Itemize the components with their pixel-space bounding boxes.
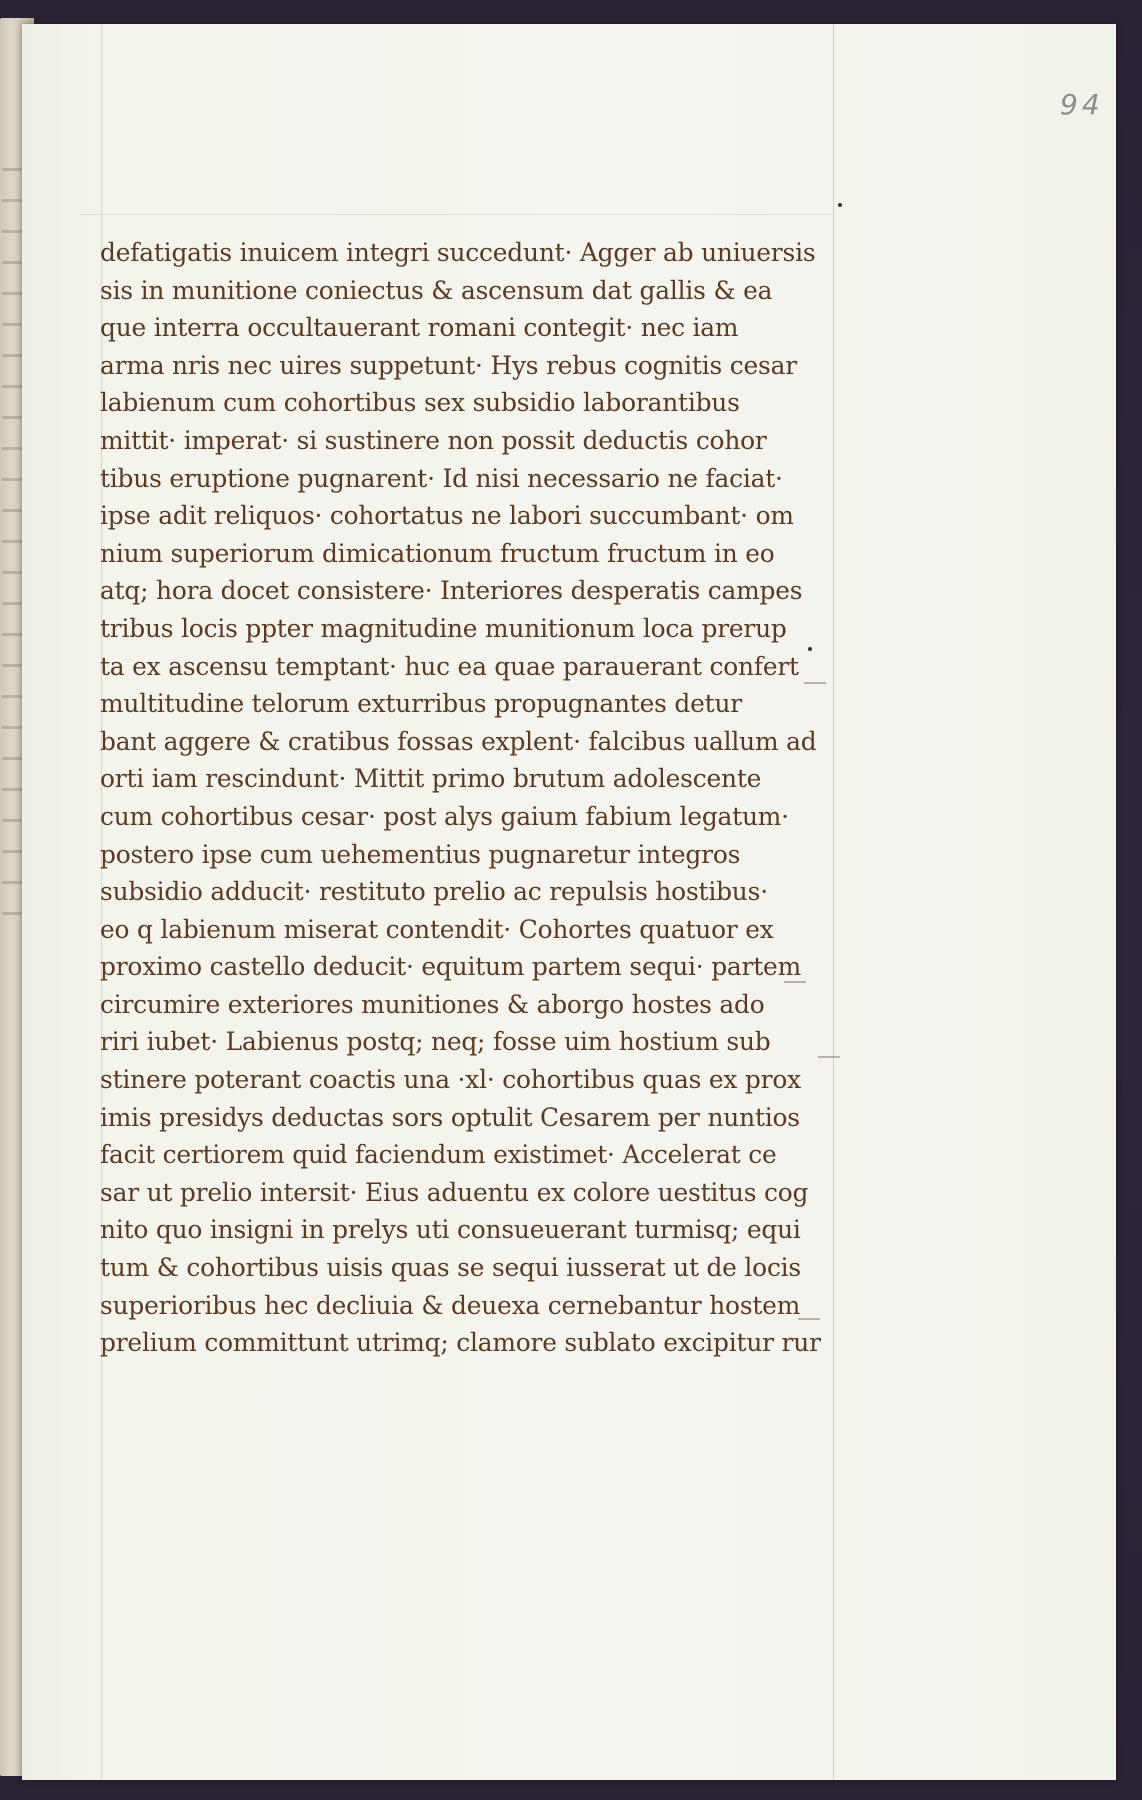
manuscript-page — [22, 24, 1116, 1780]
ink-dot-mark — [838, 203, 842, 207]
text-line: eo q labienum miserat contendit· Cohortes quatuor ex — [100, 914, 774, 944]
text-line: subsidio adducit· restituto prelio ac repulsis hostibus· — [100, 877, 768, 907]
text-line: sis in munitione coniectus & ascensum dat gallis & ea — [100, 275, 773, 305]
text-line: ta ex ascensu temptant· huc ea quae parauerant confert — [100, 651, 799, 681]
text-line: labienum cum cohortibus sex subsidio laborantibus — [100, 388, 740, 418]
folio-number: 94 — [1060, 88, 1104, 121]
text-line: riri iubet· Labienus postq; neq; fosse uim hostium sub — [100, 1027, 771, 1057]
text-line: orti iam rescindunt· Mittit primo brutum adolescente — [100, 764, 762, 794]
text-line: cum cohortibus cesar· post alys gaium fabium legatum· — [100, 801, 789, 831]
text-line: arma nris nec uires suppetunt· Hys rebus cognitis cesar — [100, 350, 797, 380]
text-line: nium superiorum dimicationum fructum fructum in eo — [100, 538, 775, 568]
text-line: superioribus hec decliuia & deuexa cernebantur hostem — [100, 1290, 801, 1320]
text-line: defatigatis inuicem integri succedunt· Agger ab uniuersis — [100, 238, 816, 267]
text-line: proximo castello deducit· equitum partem sequi· partem — [100, 952, 801, 982]
text-line: mittit· imperat· si sustinere non possit deductis cohor — [100, 425, 767, 455]
text-line: multitudine telorum exturribus propugnantes detur — [100, 689, 742, 719]
text-line: postero ipse cum uehementius pugnaretur integros — [100, 839, 741, 869]
manuscript-text-block — [100, 234, 840, 1362]
text-line: sar ut prelio intersit· Eius aduentu ex colore uestitus cog — [100, 1177, 809, 1207]
ruling-line-top — [80, 214, 834, 215]
text-line: tribus locis ppter magnitudine munitionum loca prerup — [100, 613, 787, 643]
text-line: imis presidys deductas sors optulit Cesarem per nuntios — [100, 1102, 800, 1132]
text-line: nito quo insigni in prelys uti consueuerant turmisq; equi — [100, 1215, 801, 1245]
text-line: bant aggere & cratibus fossas explent· falcibus uallum ad — [100, 726, 817, 756]
text-line: prelium committunt utrimq; clamore sublato excipitur rur — [100, 1328, 821, 1358]
text-line: facit certiorem quid faciendum existimet· Accelerat ce — [100, 1140, 777, 1170]
text-line: atq; hora docet consistere· Interiores desperatis campes — [100, 576, 803, 606]
text-line: ipse adit reliquos· cohortatus ne labori succumbant· om — [100, 501, 794, 531]
text-line: tibus eruptione pugnarent· Id nisi necessario ne faciat· — [100, 463, 783, 493]
text-line: circumire exteriores munitiones & aborgo hostes ado — [100, 989, 765, 1019]
text-line: tum & cohortibus uisis quas se sequi iusserat ut de locis — [100, 1253, 802, 1283]
text-line: stinere poterant coactis una ·xl· cohortibus quas ex prox — [100, 1065, 801, 1095]
text-line: que interra occultauerant romani contegit· nec iam — [100, 313, 739, 343]
